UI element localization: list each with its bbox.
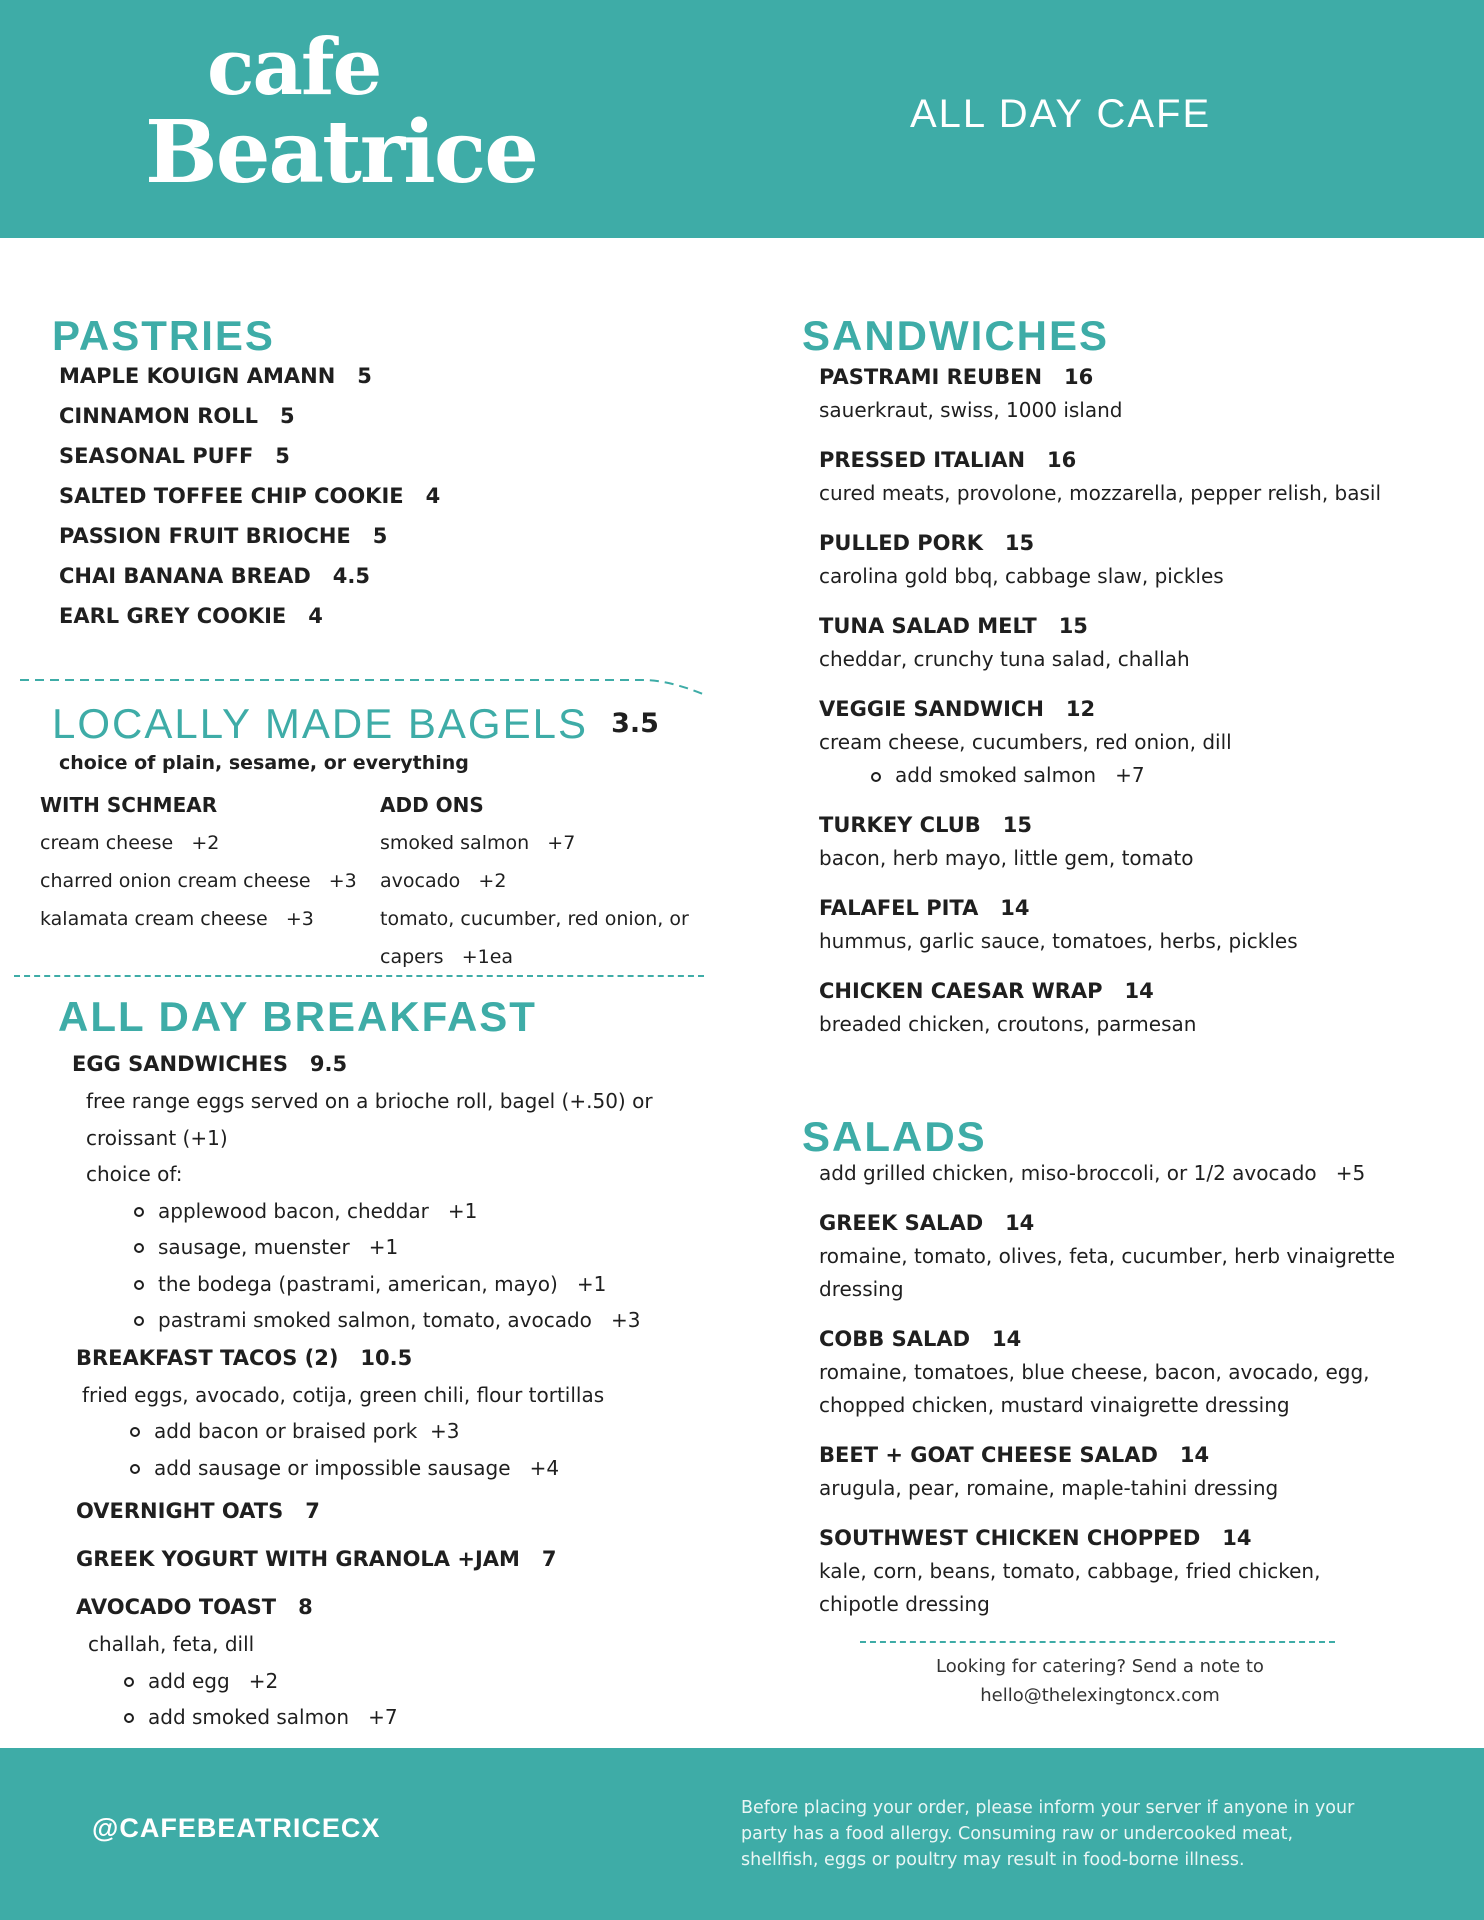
item-description: carolina gold bbq, cabbage slaw, pickles [819, 564, 1224, 588]
menu-item: TUNA SALAD MELT 15 cheddar, crunchy tuna salad, challah [819, 610, 1381, 676]
menu-item: COBB SALAD 14 romaine, tomatoes, blue cheese, bacon, avocado, egg, chopped chicken, mustard vinaigrette dressing [819, 1323, 1395, 1422]
item-description: choice of: [86, 1162, 183, 1186]
item-description: croissant (+1) [86, 1125, 228, 1150]
catering-divider [860, 1641, 1335, 1643]
list-item: kalamata cream cheese +3 [40, 908, 314, 930]
item-description: sauerkraut, swiss, 1000 island [819, 398, 1123, 422]
menu-item: PULLED PORK 15 carolina gold bbq, cabbage slaw, pickles [819, 527, 1381, 593]
option-item: applewood bacon, cheddar +1 [134, 1193, 653, 1230]
sandwiches-title: SANDWICHES [802, 312, 1110, 359]
option-item: add smoked salmon +7 [871, 759, 1381, 792]
salads-section [802, 1113, 1395, 1638]
menu-item: TURKEY CLUB 15 bacon, herb mayo, little gem, tomato [819, 809, 1381, 875]
item-description: bacon, herb mayo, little gem, tomato [819, 846, 1194, 870]
logo-line-2: Beatrice [145, 102, 537, 203]
item-description: chopped chicken, mustard vinaigrette dressing [819, 1393, 1290, 1417]
section-divider [18, 672, 708, 702]
menu-item: BREAKFAST TACOS (2) 10.5 [76, 1345, 413, 1370]
allergy-notice: Before placing your order, please inform your server if anyone in your party has a food allergy. Consuming raw or undercooked meat, shellfish, eggs or poultry may result in food-borne illness. [741, 1798, 1355, 1870]
item-description: dressing [819, 1277, 904, 1301]
item-description: cured meats, provolone, mozzarella, pepper relish, basil [819, 481, 1382, 505]
pastries-title: PASTRIES [52, 312, 275, 359]
catering-note: Looking for catering? Send a note to hello@thelexingtoncx.com [860, 1652, 1340, 1710]
menu-item: VEGGIE SANDWICH 12 cream cheese, cucumbers, red onion, dill add smoked salmon +7 [819, 693, 1381, 792]
sandwiches-section [802, 312, 1381, 1058]
social-handle[interactable]: @CAFEBEATRICECX [92, 1813, 381, 1843]
list-item: charred onion cream cheese +3 [40, 870, 357, 892]
menu-item: AVOCADO TOAST 8 [76, 1595, 313, 1619]
cafe-logo [145, 22, 537, 203]
item-description: fried eggs, avocado, cotija, green chili, flour tortillas [82, 1382, 605, 1407]
list-item: smoked salmon +7 [380, 832, 576, 854]
option-item: add egg +2 [124, 1663, 653, 1700]
item-description: free range eggs served on a brioche roll, bagel (+.50) or [86, 1089, 653, 1113]
item-description: challah, feta, dill [88, 1632, 255, 1656]
item-description: kale, corn, beans, tomato, cabbage, fried chicken, [819, 1559, 1321, 1583]
menu-item: EGG SANDWICHES 9.5 [72, 1052, 348, 1076]
menu-item: CHICKEN CAESAR WRAP 14 breaded chicken, croutons, parmesan [819, 975, 1381, 1041]
menu-item: PASSION FRUIT BRIOCHE 5 [59, 524, 388, 548]
bagels-price: 3.5 [611, 708, 659, 739]
schmear-column [40, 786, 380, 976]
pastries-section [52, 312, 440, 636]
item-description: romaine, tomatoes, blue cheese, bacon, avocado, egg, [819, 1360, 1370, 1384]
salads-note: add grilled chicken, miso-broccoli, or 1/2 avocado +5 [819, 1161, 1366, 1185]
list-item: cream cheese +2 [40, 832, 220, 854]
menu-item: EARL GREY COOKIE 4 [59, 604, 323, 628]
item-description: chipotle dressing [819, 1592, 990, 1616]
logo-line-1: cafe [207, 22, 381, 113]
menu-item: SALTED TOFFEE CHIP COOKIE 4 [59, 484, 441, 508]
option-item: pastrami smoked salmon, tomato, avocado +3 [134, 1302, 653, 1339]
item-description: cheddar, crunchy tuna salad, challah [819, 647, 1190, 671]
bagels-subtitle: choice of plain, sesame, or everything [59, 752, 469, 774]
menu-item: CINNAMON ROLL 5 [59, 404, 295, 428]
menu-item: PASTRAMI REUBEN 16 sauerkraut, swiss, 1000 island [819, 361, 1381, 427]
menu-item: PRESSED ITALIAN 16 cured meats, provolone, mozzarella, pepper relish, basil [819, 444, 1381, 510]
menu-item: FALAFEL PITA 14 hummus, garlic sauce, tomatoes, herbs, pickles [819, 892, 1381, 958]
menu-item: SEASONAL PUFF 5 [59, 444, 290, 468]
tagline: ALL DAY CAFE [910, 92, 1212, 136]
item-description: cream cheese, cucumbers, red onion, dill [819, 730, 1232, 754]
option-item: the bodega (pastrami, american, mayo) +1 [134, 1266, 653, 1303]
addons-header: ADD ONS [380, 793, 484, 817]
bagels-section [40, 700, 689, 976]
header-band [0, 0, 1484, 238]
schmear-header: WITH SCHMEAR [40, 793, 218, 817]
option-item: add sausage or impossible sausage +4 [130, 1450, 653, 1487]
item-description: breaded chicken, croutons, parmesan [819, 1012, 1197, 1036]
bagels-title: LOCALLY MADE BAGELS [52, 700, 588, 747]
option-item: sausage, muenster +1 [134, 1229, 653, 1266]
menu-item: GREEK YOGURT WITH GRANOLA +JAM 7 [76, 1547, 557, 1571]
catering-email[interactable]: hello@thelexingtoncx.com [980, 1685, 1220, 1706]
breakfast-section [58, 993, 653, 1736]
menu-item: CHAI BANANA BREAD 4.5 [59, 564, 370, 588]
list-item: capers +1ea [380, 946, 514, 968]
item-description: arugula, pear, romaine, maple-tahini dressing [819, 1476, 1279, 1500]
item-description: romaine, tomato, olives, feta, cucumber, herb vinaigrette [819, 1244, 1396, 1268]
addons-column [380, 786, 689, 976]
list-item: tomato, cucumber, red onion, or [380, 908, 689, 930]
breakfast-title: ALL DAY BREAKFAST [58, 993, 537, 1040]
option-item: add smoked salmon +7 [124, 1699, 653, 1736]
item-description: hummus, garlic sauce, tomatoes, herbs, pickles [819, 929, 1298, 953]
menu-item: SOUTHWEST CHICKEN CHOPPED 14 kale, corn, beans, tomato, cabbage, fried chicken, chipotle dressing [819, 1522, 1395, 1621]
section-divider [14, 975, 704, 977]
menu-item: GREEK SALAD 14 romaine, tomato, olives, feta, cucumber, herb vinaigrette dressing [819, 1207, 1395, 1306]
menu-item: BEET + GOAT CHEESE SALAD 14 arugula, pear, romaine, maple-tahini dressing [819, 1439, 1395, 1505]
option-item: add bacon or braised pork +3 [130, 1413, 653, 1450]
menu-item: MAPLE KOUIGN AMANN 5 [59, 364, 372, 388]
salads-title: SALADS [802, 1113, 987, 1160]
menu-item: OVERNIGHT OATS 7 [76, 1499, 320, 1523]
list-item: avocado +2 [380, 870, 507, 892]
